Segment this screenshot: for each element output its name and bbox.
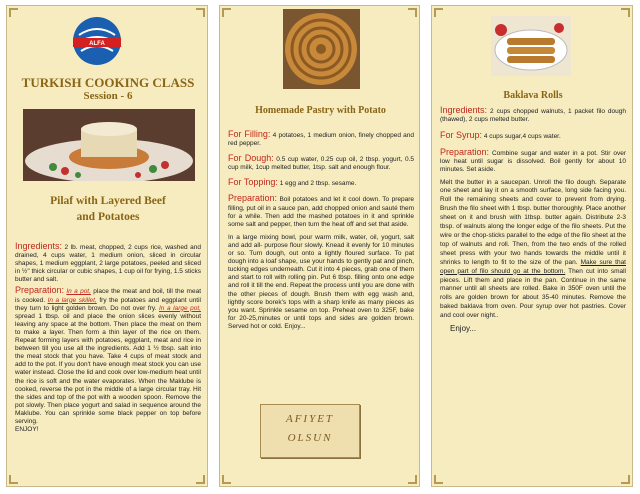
syrup-label: For Syrup: <box>440 130 483 141</box>
dough-text: 0.5 cup water, 0.25 cup oil, 2 tbsp. yogurt, 0.5 cup milk, 1cup melted butter, 1tsp. salt and enough flour. <box>228 156 414 172</box>
prep-step: In a large pot, <box>158 304 201 312</box>
method-part: Melt the butter in a saucepan. Unroll the filo dough. Separate one sheet and lay it on a smooth surface, long side facing you. Roll the remaining sheets and cover to prevent from drying. Brush the filo sheet with 1 tbsp. butter thoroughly. Place another sheet on it and brush with 1tbsp. butter again. Distribute 2-3 tbsp. of walnuts along the longer edge of the filo sheets. Put the wire or the chop-sticks parallel to the edge of the filo sheet at the top of walnuts and roll. Then, from the two ends of the rolled sheet press with your two hands towards the middle until it shrinks to length to fit to the size of the pan. <box>440 178 626 266</box>
pastry-photo <box>283 9 360 89</box>
prep-step: In a large skillet, <box>47 296 97 304</box>
panel-pilaf <box>6 5 208 487</box>
baklava-photo <box>491 16 571 76</box>
corner-ornament <box>222 475 231 484</box>
sign-line2: OLSUN <box>287 432 333 444</box>
topping-label: For Topping: <box>228 177 278 188</box>
prep-step: fry the potatoes and eggplant until they turn to light golden brown. Do not over fry. <box>15 296 201 312</box>
corner-ornament <box>196 475 205 484</box>
corner-ornament <box>621 475 630 484</box>
dish-title-line2: and Potatoes <box>76 211 140 223</box>
ingredients-text: 2 lb. meat, chopped, 2 cups rice, washed and drained, 4 cups water, 1 medium onion, sliced in circular shapes, 1 medium eggplant, 2 large potatoes, peeled and sliced in ½" thick circular or cubic shapes, 1 cup oil for frying, 1.5 sticks butter and salt. <box>15 244 201 284</box>
preparation-label: Preparation: <box>228 193 278 204</box>
preparation-label: Preparation: <box>440 147 490 158</box>
session-label: Session - 6 <box>83 90 133 102</box>
corner-ornament <box>222 8 231 17</box>
ingredients-block <box>440 106 626 124</box>
dish-title-line1: Pilaf with Layered Beef <box>50 195 166 207</box>
preparation-block <box>228 194 414 228</box>
enjoy-text: Enjoy... <box>450 324 477 334</box>
ingredients-label: Ingredients: <box>15 241 63 251</box>
class-title: TURKISH COOKING CLASS <box>21 75 195 90</box>
preparation-label: Preparation: <box>15 285 65 296</box>
dough-block <box>228 154 414 172</box>
pastry-title: Homemade Pastry with Potato <box>255 105 386 116</box>
preparation-text: Boil potatoes and let it cool down. To prepare filling, put oil in a sauce pan, add chopped onion and sauté them for a while. Then add the mashed potatoes in it and sprinkle some salt and pepper, then turn the heat off and set that aside. <box>228 196 415 228</box>
dough-label: For Dough: <box>228 153 274 164</box>
corner-ornament <box>621 8 630 17</box>
method-note: Make sure that open part of filo should go at the bottom. <box>440 258 626 275</box>
corner-ornament <box>9 8 18 17</box>
corner-ornament <box>408 475 417 484</box>
filling-text: 4 potatoes, 1 medium onion, finely chopped and red pepper. <box>228 132 415 148</box>
panel-baklava <box>431 5 633 487</box>
afiyet-olsun-sign <box>260 404 360 458</box>
pilaf-photo <box>23 109 195 181</box>
ingredients-text: 2 cups chopped walnuts, 1 packet filo dough (thawed), 2 cups melted butter. <box>440 108 627 124</box>
filling-label: For Filling: <box>228 129 271 139</box>
corner-ornament <box>434 475 443 484</box>
preparation-block <box>15 286 201 426</box>
prep-step: In a pot, <box>66 288 91 296</box>
corner-ornament <box>434 8 443 17</box>
topping-block <box>228 178 414 188</box>
sign-line1: AFIYET <box>285 413 335 425</box>
baklava-title: Baklava Rolls <box>503 90 563 101</box>
preparation-text: Combine sugar and water in a pot. Stir over low heat until sugar is dissolved. Boil gently for about 10 minutes. Set aside. <box>440 150 627 174</box>
prep-step: place the meat and boil, till the meat is cooked. <box>15 288 202 304</box>
preparation-block <box>440 148 626 174</box>
corner-ornament <box>9 475 18 484</box>
corner-ornament <box>408 8 417 17</box>
ingredients-block <box>15 242 201 284</box>
method-part: Then cut into small pieces. Lift them and place in the pan. Continue in the same manner until all sheets are rolled. Bake in 350F oven until the rolls are golden brown for about 35-40 minutes. Remove the baked baklava from oven. Pour syrup over hot pastries. Cover and cool over night.. <box>440 267 626 320</box>
topping-text: 1 egg and 2 tbsp. sesame. <box>279 180 357 188</box>
syrup-block <box>440 131 626 141</box>
enjoy-text: ENJOY! <box>15 426 39 434</box>
prep-step: spread 1 tbsp. oil and place the onion slices evenly without leaving any space at the bottom. Then place the meat on them to make a layer. Then form a thin layer of the rice on them. Repeat forming layers with potatoes, eggplant, meat and rice in between till you use all the ingredients. Add 1 ½ tbsp. salt into the meat stock that you have. Take 4 cups of meat stock and add to the pot. If you don't have enough meat stock you can use water instead. Close the lid and cook over low-medium heat until the rice is soft and the water evaporates. When the Maklube is cooked, reverse the pot in the middle of a large circular tray. Hit the sides and top of the pot with a wooden spoon. Remove the pot slowly. Then place yogurt and salad in sequence around the Maklube. You can sprinkle some black pepper on top before serving. <box>15 312 201 425</box>
ingredients-label: Ingredients: <box>440 105 488 115</box>
svg-text:ALFA: ALFA <box>89 41 105 47</box>
preparation-text-2: In a large mixing bowl, pour warm milk, water, oil, yogurt, salt and add all- purpose flour slowly. Knead it evenly for 10 minutes or so. Turn dough, out onto a lightly floured surface. To pat dough into a loaf shape, use your hands to gently pat and pinch, tucking edges underneath. Cut it into 4 pieces, grab one of them and start to roll with rolling pin. Put 6 tbsp. filling onto one edge and roll it till the end. Repeat the process until you are done with the other pieces of dough. Brush them with egg wash and, lightly score borek's tops with a sharp knife as many pieces as you want. Sprinkle sesame on top. Preheat oven to 325F, bake for 20-25,minutes or until tops and sides are golden brown. Served hot or cold. Enjoy... <box>228 233 414 330</box>
syrup-text: 4 cups sugar,4 cups water. <box>483 133 561 141</box>
corner-ornament <box>196 8 205 17</box>
school-logo <box>69 13 125 69</box>
panel-pastry <box>219 5 420 487</box>
method-text <box>440 179 626 322</box>
filling-block <box>228 130 414 148</box>
